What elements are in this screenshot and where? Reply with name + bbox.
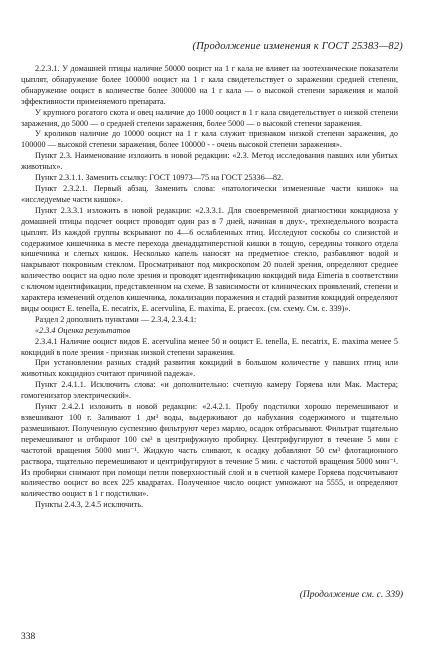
paragraph-rabbits: У кроликов наличие до 10000 ооцист на 1 г кала служит признаком низкой степени заражения, до 100000 — высокой степени заражения, более 100000 - - очень высокой степени заражения».: [21, 129, 398, 150]
paragraph-2-3-3-1: Пункт 2.3.3.1 изложить в новой редакции: «2.3.3.1. Для своевременной диагностики кокцидиоза у домашней птицы подсчет ооцист проводят один раз в 7 дней, начиная в двух-, трехнедельного возраста цыплят. Из каждой группы вскрывают по 4—6 ослабленных птиц. Исследуют соскобы со слизистой и содержимое кишечника в месте перехода двенадцатиперстной кишки в тощую, середины тонкого отдела кишечника и слепых кишок. Несколько капель наносят на предметное стекло, разбавляют водой и накрывают покровным стеклом. Просматривают под микроскопом 20 полей зрения, определяют среднее количество ооцист на одно поле зрения и проводят идентификацию кокцидий вида Eimeria в соответствии с ключом идентификации, представленном на схеме. В зависимости от клинических проявлений, степени и характера изменений отделов кишечника, локализации поражения и стадий развития кокцидий определяют виды ооцист E. tenella, E. necatrix, E. acervulina, E. maxima, E. praecox. (см. схему. См. с. 339)».: [21, 205, 398, 313]
page-header: (Продолжение изменения к ГОСТ 25383—82): [192, 41, 403, 52]
continuation-note: (Продолжение см. с. 339): [299, 590, 403, 600]
paragraph-2-4-3-exclude: Пункты 2.4.3, 2.4.5 исключить.: [35, 500, 144, 510]
document-body: [21, 64, 398, 511]
paragraph-2-3-2-1: Пункт 2.3.2.1. Первый абзац. Заменить слова: «патологически измененные части кишок» на «исследуемые части кишок».: [21, 183, 398, 204]
paragraph-stages: При установлении разных стадий развития кокцидий в большом количестве у павших птиц или животных кокцидиоз считают причиной падежа».: [21, 358, 398, 379]
paragraph-2-2-3-1: 2.2.3.1. У домашней птицы наличие 50000 ооцист на 1 г кала не влияет на зоотехнические показатели цыплят, обнаружение более 100000 ооцист на 1 г кала свидетельствует о заражении средней степени, обнаружение ооцист в количестве более 300000 на 1 г кала — о высокой степени заражения и малой эффективности применяемого препарата.: [21, 64, 398, 106]
paragraph-2-3-1-1: Пункт 2.3.1.1. Заменить ссылку: ГОСТ 10973—75 на ГОСТ 25336—82.: [35, 173, 284, 183]
page-number: 338: [21, 632, 36, 642]
paragraph-2-3-4-1: 2.3.4.1 Наличие ооцист видов E. acervulina менее 50 и ооцист E. tenella, E. necatrix, E. maxima менее 5 кокцидий в поле зрения - признак низкой степени заражения.: [21, 336, 398, 357]
paragraph-2-3-4-title: «2.3.4 Оценка результатов: [35, 325, 131, 335]
paragraph-section-2-add: Раздел 2 дополнить пунктами — 2.3.4, 2.3.4.1:: [35, 314, 197, 324]
paragraph-2-3: Пункт 2.3. Наименование изложить в новой редакции: «2.3. Метод исследования павших или убитых животных».: [21, 151, 398, 172]
paragraph-2-4-2-1: Пункт 2.4.2.1 изложить в новой редакции: «2.4.2.1. Пробу подстилки хорошо перемешивают и взвешивают 100 г. Заливают 1 дм³ воды, выдерживают до набухания содержимого и тщательно размешивают. Полученную суспензию фильтруют через марлю, осадок отбрасывают. Фильтрат тщательно перемешивают и отбирают 100 см³ в центрифужную пробирку. Центрифугируют в течение 5 мин с частотой вращения 5000 мин⁻¹. Жидкую часть сливают, к осадку добавляют 50 см³ флотационного раствора, тщательно перемешивают и центрифугируют в течение 5 мин. с частотой вращения 5000 мин⁻¹. Из пробирки снимают при помощи петли поверхностный слой и в счетной камере Горяева подсчитывают количество ооцист во всех 225 квадратах. Полученное число ооцист умножают на 5555, и определяют количество ооцист в 1 г подстилки».: [21, 402, 398, 499]
paragraph-2-4-1-1: Пункт 2.4.1.1. Исключить слова: «и дополнительно: счетную камеру Горяева или Мак. Мастера; гомогенизатор электрический».: [21, 380, 398, 401]
paragraph-cattle: У крупного рогатого скота и овец наличие до 1000 ооцист в 1 г кала свидетельствует о низкой степени заражения, до 5000 — о средней степени заражения, более 5000 — о высокой степени заражения.: [21, 107, 398, 128]
